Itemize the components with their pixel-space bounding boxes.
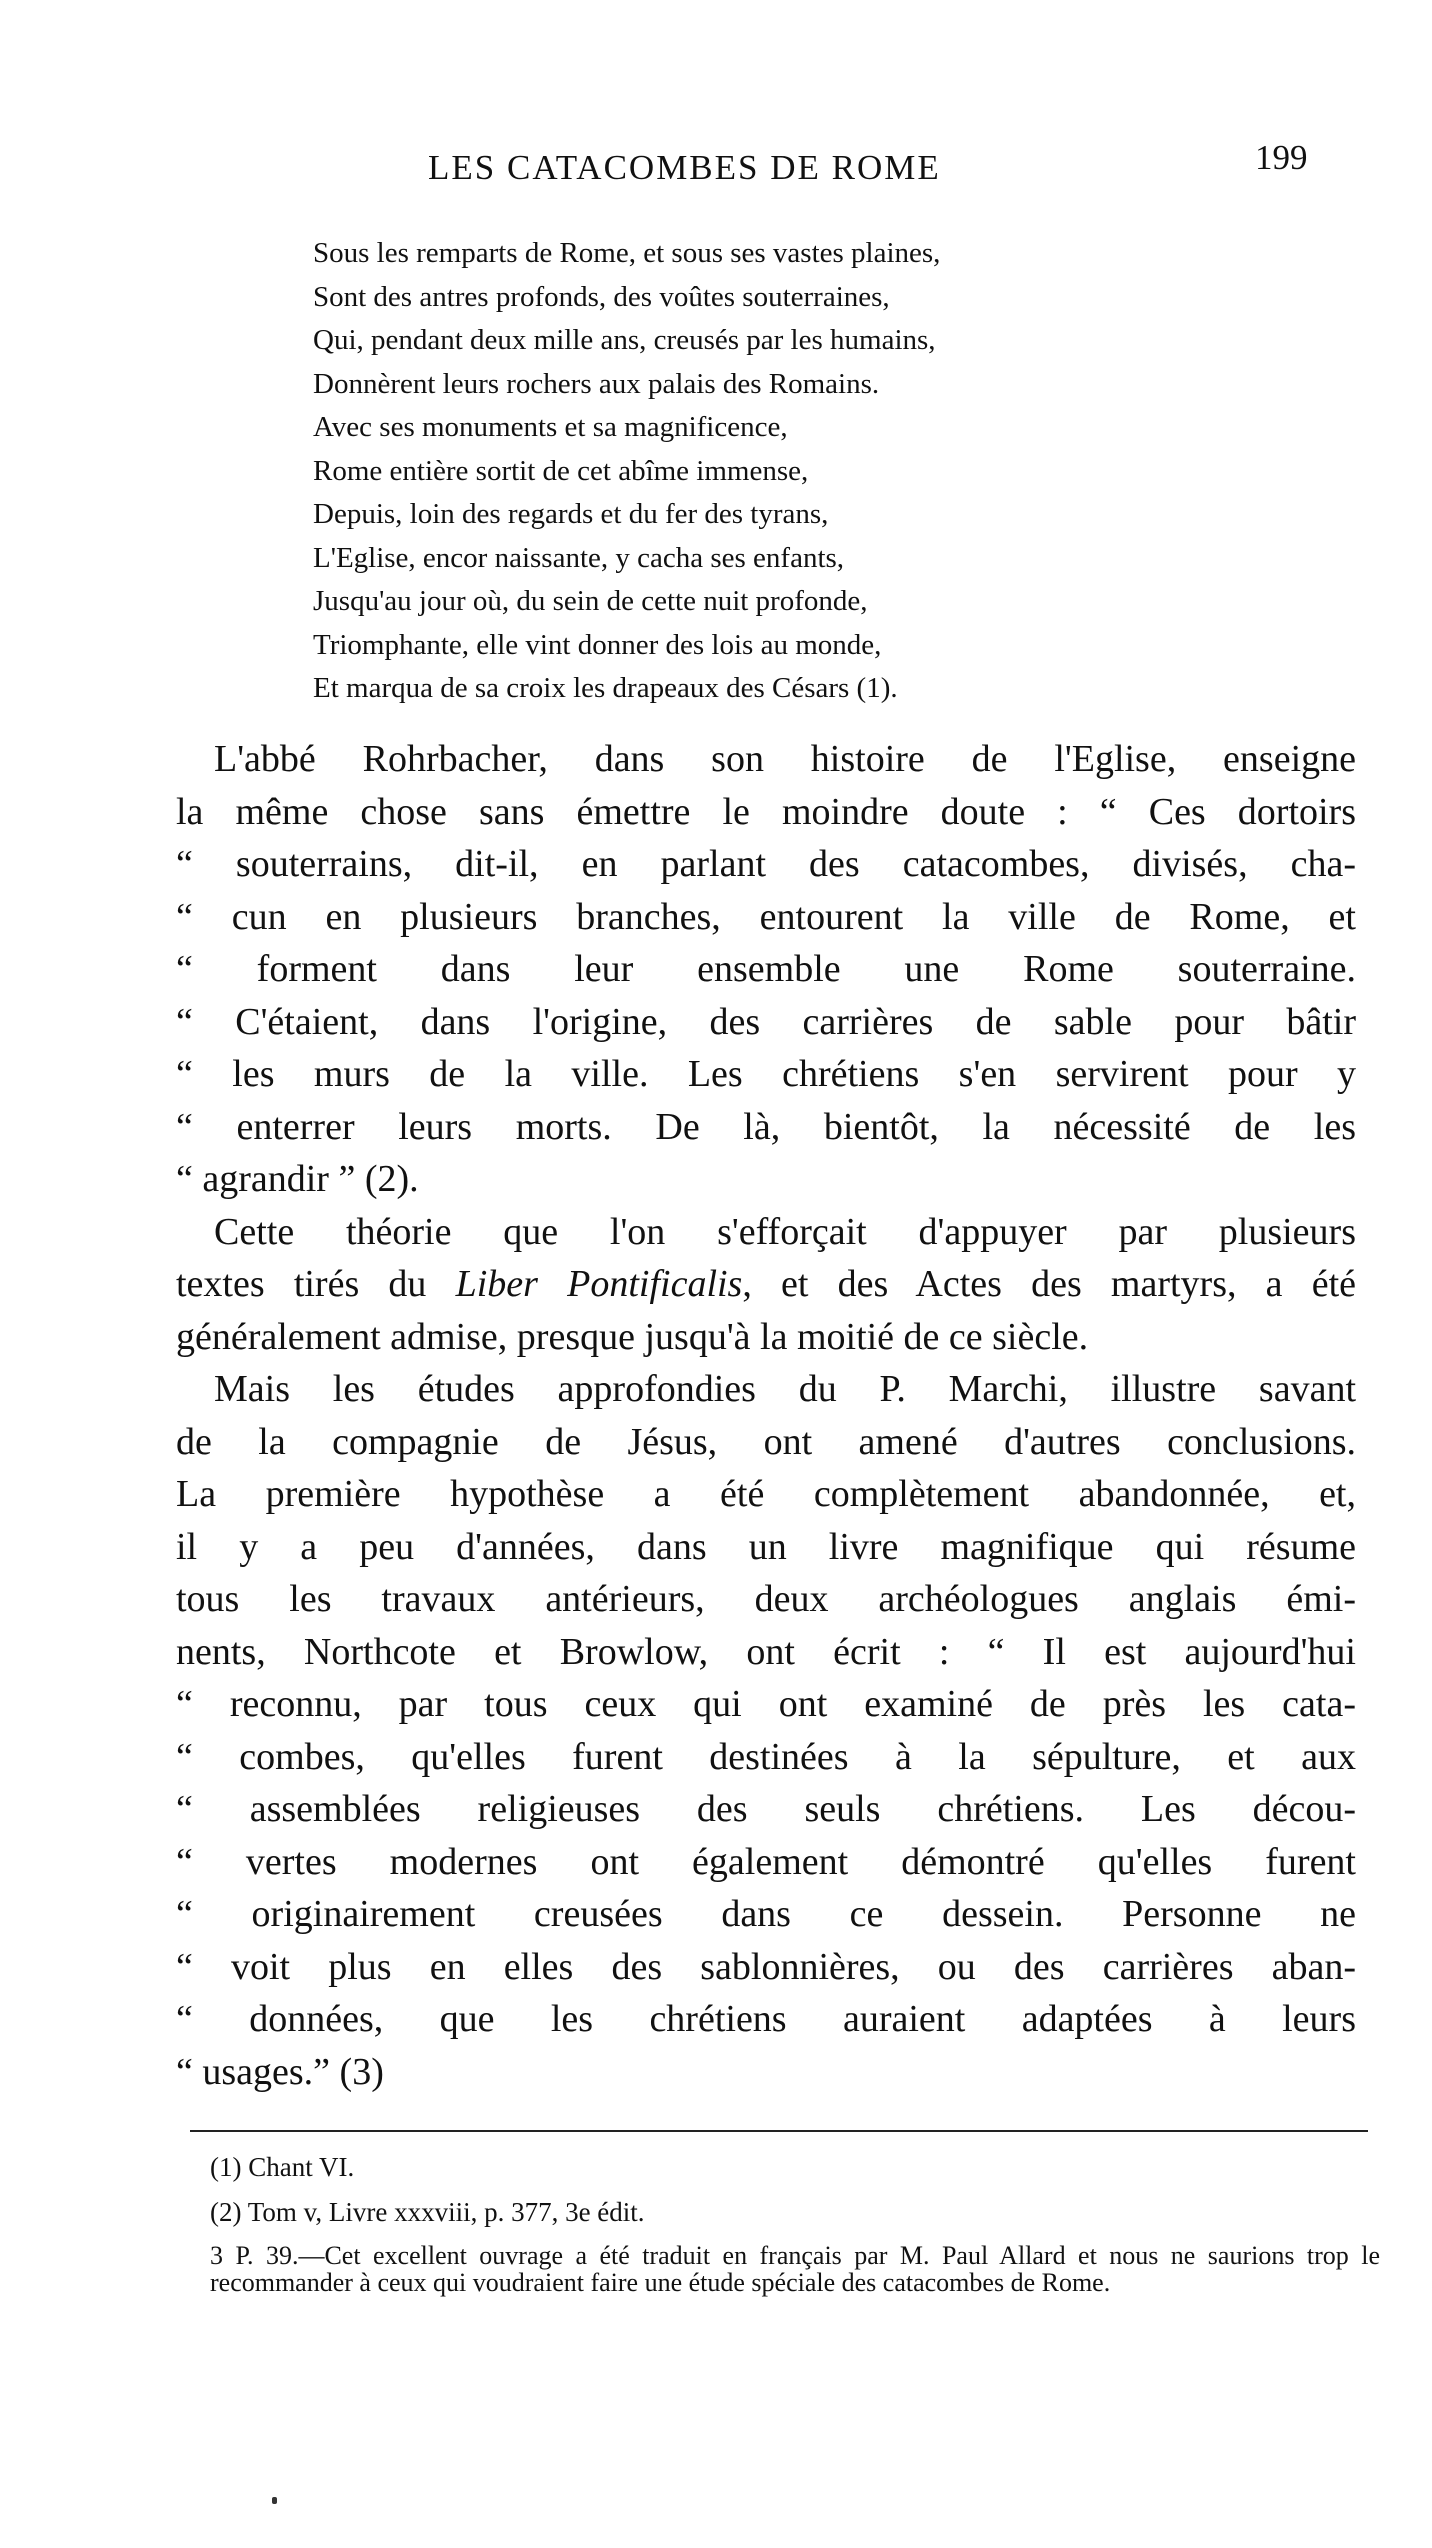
body-line: “ enterrer leurs morts. De là, bientôt, la nécessité de les bbox=[176, 1105, 1356, 1148]
body-line: La première hypothèse a été complètement abandonnée, et, bbox=[176, 1473, 1356, 1515]
poem-verse: Sous les remparts de Rome, et sous ses vastes plaines, bbox=[313, 237, 941, 269]
poem-verse: Avec ses monuments et sa magnificence, bbox=[313, 411, 788, 443]
poem-verse: L'Eglise, encor naissante, y cacha ses enfants, bbox=[313, 541, 845, 574]
body-line: “ cun en plusieurs branches, entourent la ville de Rome, et bbox=[176, 895, 1356, 938]
body-line: généralement admise, presque jusqu'à la moitié de ce siècle. bbox=[176, 1315, 1089, 1358]
body-line: tous les travaux antérieurs, deux archéologues anglais émi- bbox=[176, 1578, 1356, 1620]
body-line: “ données, que les chrétiens auraient adaptées à leurs bbox=[176, 1998, 1356, 2040]
body-line-with-italic: textes tirés du Liber Pontificalis, et des Actes des martyrs, a été bbox=[176, 1263, 1357, 1305]
page-number: 199 bbox=[1255, 138, 1308, 177]
running-title: LES CATACOMBES DE ROME bbox=[428, 148, 941, 187]
body-line: “ les murs de la ville. Les chrétiens s'en servirent pour y bbox=[176, 1053, 1356, 1095]
body-line: “ souterrains, dit-il, en parlant des catacombes, divisés, cha- bbox=[176, 843, 1356, 885]
body-line: L'abbé Rohrbacher, dans son histoire de l'Eglise, enseigne bbox=[214, 738, 1356, 780]
footnote-1: (1) Chant VI. bbox=[210, 2152, 355, 2182]
footnotes bbox=[210, 2152, 1380, 2296]
body-line: “ voit plus en elles des sablonnières, ou des carrières aban- bbox=[176, 1945, 1356, 1988]
poem-verse: Jusqu'au jour où, du sein de cette nuit profonde, bbox=[313, 585, 868, 617]
body-line: “ forment dans leur ensemble une Rome souterraine. bbox=[176, 948, 1356, 990]
body-line: “ agrandir ” (2). bbox=[176, 1158, 419, 1200]
poem-verse: Sont des antres profonds, des voûtes souterraines, bbox=[313, 280, 890, 313]
poem-verse: Depuis, loin des regards et du fer des tyrans, bbox=[313, 498, 829, 530]
ink-speck bbox=[272, 2497, 277, 2504]
footnote-3: 3 P. 39.—Cet excellent ouvrage a été traduit en français par M. Paul Allard et nous ne saurions trop le recommander à ceux qui voudraient faire une étude spéciale des catacombes de Rome. bbox=[210, 2241, 1380, 2297]
body-line: la même chose sans émettre le moindre doute : “ Ces dortoirs bbox=[176, 790, 1356, 833]
body-line: “ usages.” (3) bbox=[176, 2050, 384, 2093]
body-line: Mais les études approfondies du P. Marchi, illustre savant bbox=[214, 1368, 1356, 1410]
poem-block bbox=[313, 232, 1193, 711]
body-line: “ combes, qu'elles furent destinées à la sépulture, et aux bbox=[176, 1735, 1356, 1778]
body-line: “ vertes modernes ont également démontré qu'elles furent bbox=[176, 1840, 1356, 1883]
body-line: “ assemblées religieuses des seuls chrétiens. Les décou- bbox=[176, 1788, 1356, 1830]
footnote-2: (2) Tom v, Livre xxxviii, p. 377, 3e édit. bbox=[210, 2197, 645, 2227]
body-line: de la compagnie de Jésus, ont amené d'autres conclusions. bbox=[176, 1420, 1356, 1463]
body-line: “ C'étaient, dans l'origine, des carrières de sable pour bâtir bbox=[176, 1000, 1356, 1043]
body-line: nents, Northcote et Browlow, ont écrit : “ Il est aujourd'hui bbox=[176, 1630, 1356, 1673]
footnote-divider bbox=[190, 2130, 1368, 2132]
body-line: “ reconnu, par tous ceux qui ont examiné de près les cata- bbox=[176, 1683, 1356, 1725]
poem-verse: Rome entière sortit de cet abîme immense, bbox=[313, 454, 809, 487]
body-line: “ originairement creusées dans ce dessein. Personne ne bbox=[176, 1893, 1356, 1935]
body-line: Cette théorie que l'on s'efforçait d'appuyer par plusieurs bbox=[214, 1210, 1356, 1253]
poem-verse: Qui, pendant deux mille ans, creusés par les humains, bbox=[313, 324, 936, 356]
poem-verse: Donnèrent leurs rochers aux palais des Romains. bbox=[313, 367, 880, 400]
body-line: il y a peu d'années, dans un livre magnifique qui résume bbox=[176, 1525, 1356, 1568]
poem-verse: Et marqua de sa croix les drapeaux des Césars (1). bbox=[313, 672, 898, 704]
poem-verse: Triomphante, elle vint donner des lois au monde, bbox=[313, 628, 882, 661]
body-text bbox=[176, 733, 1356, 2098]
book-title-italic: Liber Pontificalis bbox=[455, 1263, 743, 1305]
